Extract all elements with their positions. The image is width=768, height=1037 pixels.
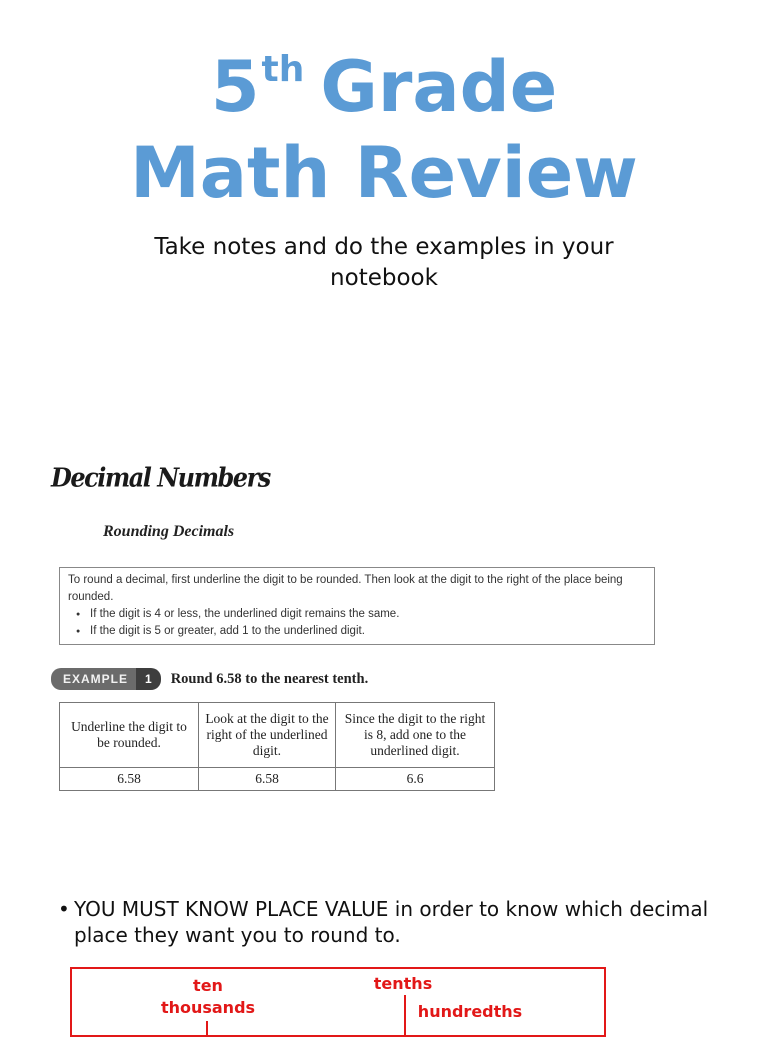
subsection-heading: Rounding Decimals	[103, 523, 235, 540]
grade-word: Grade	[320, 46, 558, 128]
rule-item: ● If the digit is 5 or greater, add 1 to the underlined digit.	[90, 623, 646, 640]
example-prompt: Round 6.58 to the nearest tenth.	[170, 670, 369, 687]
place-value-note	[58, 896, 718, 948]
rule-item: ● If the digit is 4 or less, the underlined digit remains the same.	[90, 606, 646, 623]
grade-number: 5	[210, 46, 260, 128]
example-badge: EXAMPLE	[51, 668, 136, 690]
section-heading: Decimal Numbers	[51, 461, 270, 494]
rule-intro: To round a decimal, first underline the digit to be rounded. Then look at the digit to the right of the place being rounded.	[68, 574, 623, 603]
example-number: 1	[136, 668, 161, 690]
title-line-2: Math Review	[130, 132, 638, 214]
table-cell: Look at the digit to the right of the underlined digit.	[199, 703, 336, 768]
place-divider	[404, 995, 406, 1037]
subtitle: Take notes and do the examples in your notebook	[154, 234, 614, 291]
place-value-chart	[70, 967, 606, 1037]
table-row	[60, 768, 495, 791]
rounding-rule-box	[59, 567, 655, 645]
place-label-tenths: tenths	[373, 974, 433, 993]
steps-table	[59, 702, 495, 791]
place-label-ten-thousands: ten thousands	[160, 976, 256, 1017]
scanned-textbook-excerpt	[45, 455, 670, 815]
place-divider	[206, 1021, 208, 1037]
grade-suffix: th	[261, 49, 305, 90]
table-cell: 6.58	[199, 768, 336, 791]
table-row	[60, 703, 495, 768]
bullet-icon: •	[58, 897, 70, 921]
table-cell: Underline the digit to be rounded.	[60, 703, 199, 768]
example-row	[51, 667, 368, 691]
table-cell: 6.58	[60, 768, 199, 791]
note-text: YOU MUST KNOW PLACE VALUE in order to know which decimal place they want you to round to.	[74, 897, 709, 947]
rule-list	[68, 606, 646, 640]
title-line-1	[0, 46, 768, 128]
table-cell: Since the digit to the right is 8, add one to the underlined digit.	[336, 703, 495, 768]
place-label-hundredths: hundredths	[417, 1002, 523, 1021]
table-cell: 6.6	[336, 768, 495, 791]
